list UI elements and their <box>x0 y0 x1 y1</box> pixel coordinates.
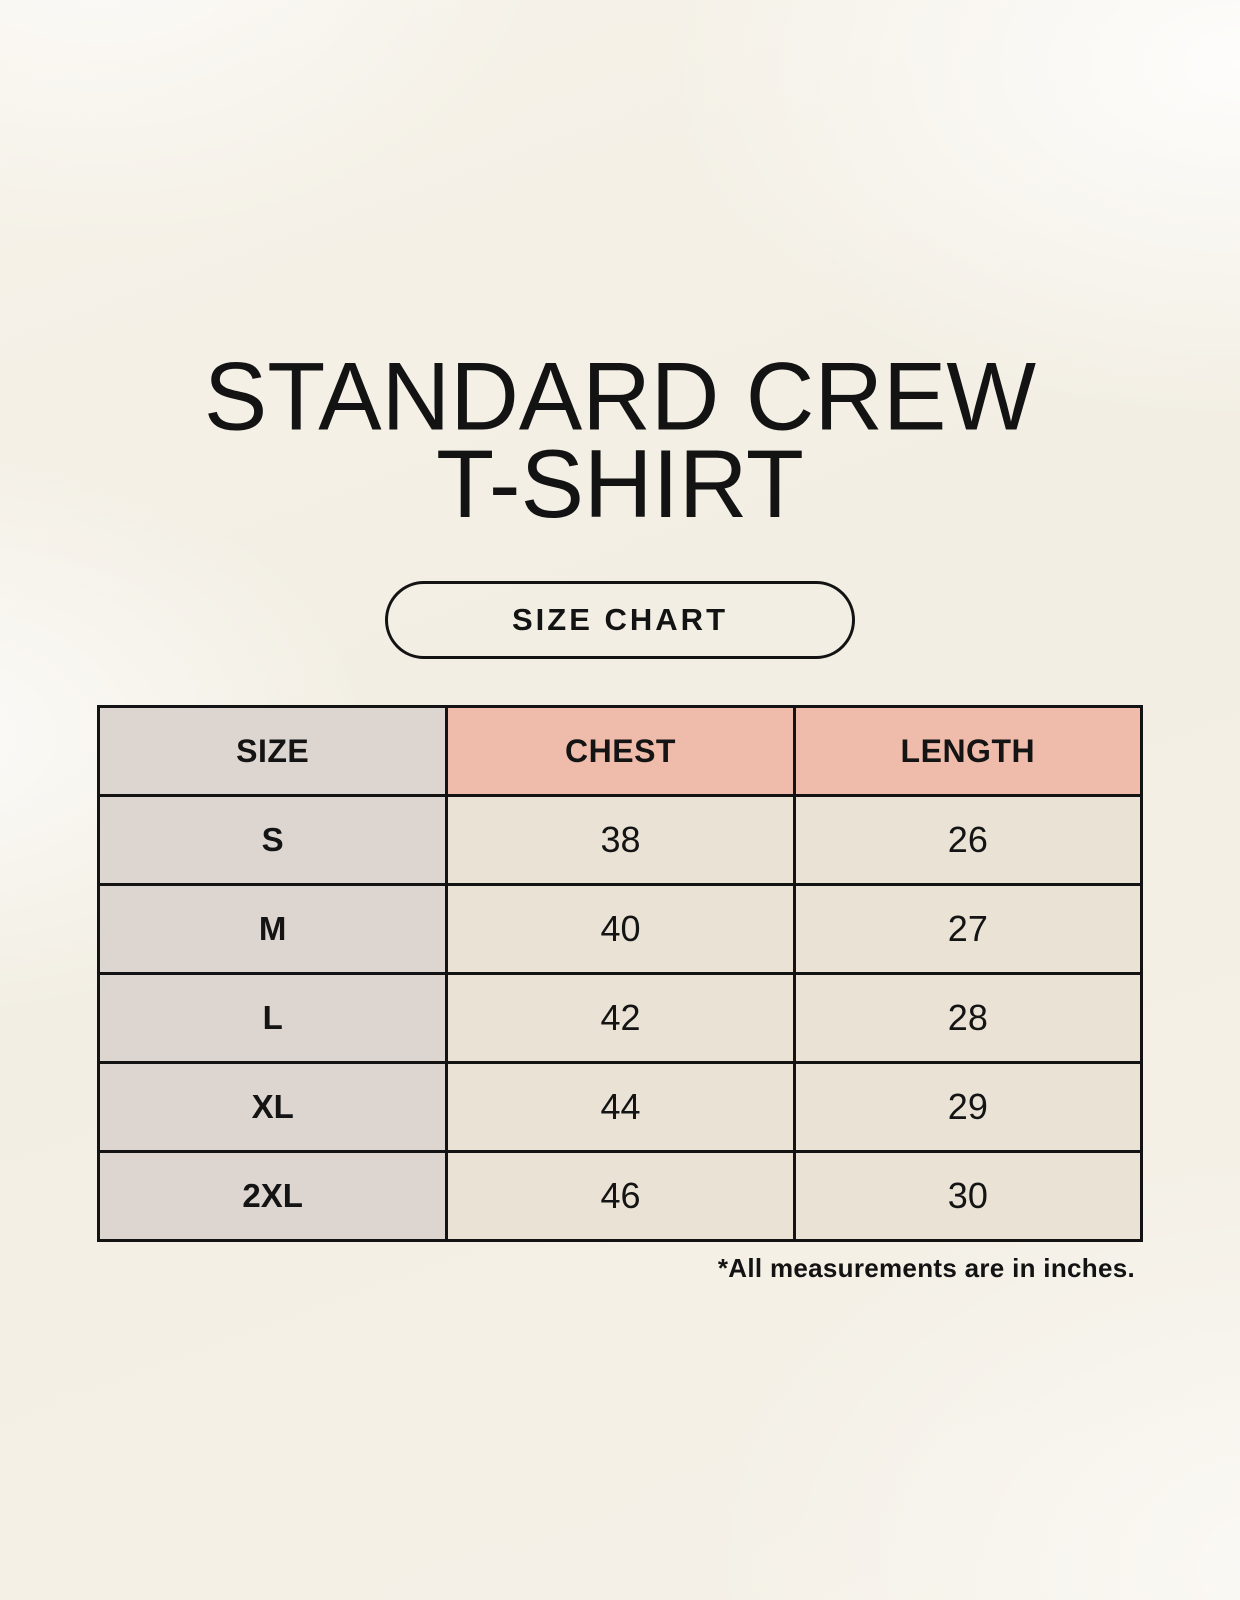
length-cell: 28 <box>794 974 1141 1063</box>
measurements-footnote: *All measurements are in inches. <box>717 1253 1135 1283</box>
size-table <box>97 705 1143 1242</box>
size-cell: L <box>99 974 447 1063</box>
length-cell: 29 <box>794 1063 1141 1152</box>
length-cell: 27 <box>794 885 1141 974</box>
chest-cell: 46 <box>447 1152 794 1241</box>
length-cell: 30 <box>794 1152 1141 1241</box>
length-cell: 26 <box>794 796 1141 885</box>
table-row <box>99 1063 1142 1152</box>
size-chart-button-label: SIZE CHART <box>512 602 728 637</box>
product-title <box>0 0 1240 538</box>
table-row <box>99 796 1142 885</box>
size-chart-button[interactable] <box>385 581 855 659</box>
table-row <box>99 1152 1142 1241</box>
chest-cell: 40 <box>447 885 794 974</box>
size-cell: 2XL <box>99 1152 447 1241</box>
chest-cell: 38 <box>447 796 794 885</box>
table-row <box>99 885 1142 974</box>
header-row <box>99 707 1142 796</box>
chest-cell: 44 <box>447 1063 794 1152</box>
size-cell: M <box>99 885 447 974</box>
product-title-line-1: STANDARD CREW <box>203 342 1037 451</box>
column-header-chest: CHEST <box>447 707 794 796</box>
size-table-header <box>99 707 1142 796</box>
column-header-size: SIZE <box>99 707 447 796</box>
product-title-line-2: T-SHIRT <box>436 429 804 538</box>
chest-cell: 42 <box>447 974 794 1063</box>
size-cell: S <box>99 796 447 885</box>
table-row <box>99 974 1142 1063</box>
column-header-length: LENGTH <box>794 707 1141 796</box>
size-cell: XL <box>99 1063 447 1152</box>
size-table-body <box>99 796 1142 1241</box>
